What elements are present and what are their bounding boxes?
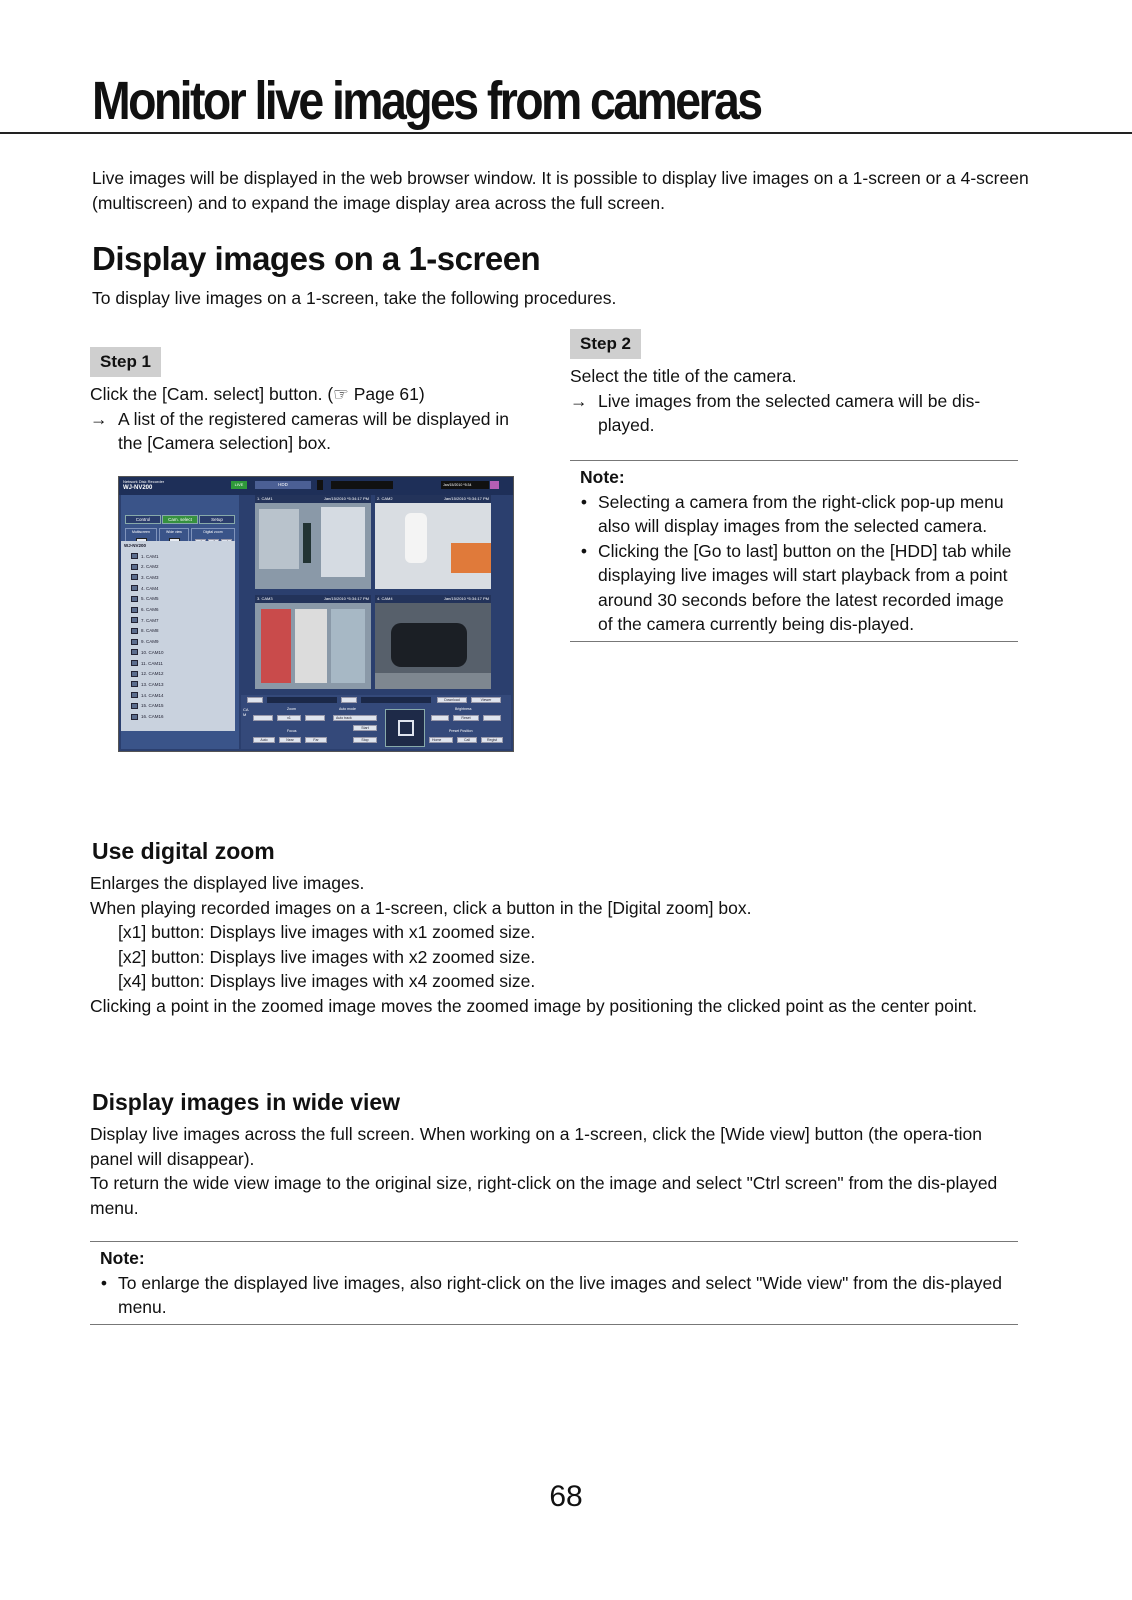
camera-list-item[interactable] — [131, 658, 163, 668]
arrow-icon: → — [90, 408, 108, 429]
preset-call-button[interactable]: Call — [457, 737, 477, 743]
camera-list-label: 6. CAM6 — [141, 607, 159, 612]
camera-list-item[interactable] — [131, 669, 164, 679]
focus-far-button[interactable]: Far — [305, 737, 327, 743]
section-heading-wide-view: Display images in wide view — [92, 1089, 401, 1115]
camera-cell-label: 4. CAM4 Jan/15/2010 *5:34:17 PM — [377, 596, 489, 601]
camera-cell-2[interactable] — [375, 495, 491, 589]
camera-list-label: 14. CAM14 — [141, 692, 164, 698]
camera-list-item[interactable] — [131, 551, 159, 561]
step-2-text: Select the title of the camera. — [570, 366, 797, 386]
zoom-x1-control[interactable]: x1 — [277, 715, 301, 721]
preset-regist-button[interactable]: Regist — [481, 737, 503, 743]
step-1-result — [90, 407, 530, 456]
zoom-x2-description: [x2] button: Displays live images with x2 zoomed size. — [118, 946, 536, 967]
monitor-icon — [131, 692, 138, 698]
camera-list-item[interactable] — [131, 615, 159, 625]
camera-list-item[interactable] — [131, 583, 159, 593]
monitor-icon — [131, 553, 138, 559]
note-box-2 — [90, 1241, 1018, 1325]
monitor-icon — [131, 607, 138, 613]
image-vending-machine — [261, 609, 291, 683]
camera-list-label: 10. CAM10 — [141, 649, 164, 655]
list-item — [90, 1271, 1018, 1320]
multiscreen-label: Multiscreen — [132, 530, 150, 534]
preset-position-label: Preset Position — [449, 729, 473, 733]
pm-badge — [490, 481, 499, 489]
wide-view-paragraph-1: Display live images across the full screen. When working on a 1-screen, click the [Wide view] button (the opera-tion panel will disappear). — [90, 1124, 982, 1169]
camera-list-label: 2. CAM2 — [141, 564, 159, 570]
zoom-label: Zoom — [287, 707, 296, 711]
start-button[interactable] — [247, 697, 263, 703]
brightness-reset-button[interactable]: Reset — [453, 715, 479, 721]
camera-cell-label: 3. CAM3 Jan/15/2010 *5:34:17 PM — [257, 596, 369, 601]
monitor-icon — [131, 714, 138, 720]
step-2-badge: Step 2 — [570, 329, 641, 359]
camera-list-item[interactable] — [131, 647, 164, 657]
auto-mode-select[interactable]: Auto track — [333, 715, 377, 721]
camera-list-label: 4. CAM4 — [141, 585, 159, 591]
auto-start-button[interactable]: Start — [353, 725, 377, 731]
note-label: Note: — [100, 1248, 145, 1268]
focus-label: Focus — [287, 729, 297, 733]
model-name: WJ-NV200 — [123, 485, 153, 491]
note-box-1 — [570, 460, 1018, 642]
tree-root: WJ-NV200 — [124, 543, 147, 548]
bullet-icon: • — [100, 1272, 108, 1293]
note-item-text: To enlarge the displayed live images, also right-click on the live images and select "Wide view" from the dis-played menu. — [118, 1272, 1002, 1317]
monitor-icon — [131, 660, 138, 666]
note-item-text: Clicking the [Go to last] button on the [HDD] tab while displaying live images will start playback from a point around 30 seconds before the latest recorded image of the camera currently being dis-played. — [598, 540, 1012, 634]
camera-list-label: 15. CAM15 — [141, 703, 164, 709]
image-person — [405, 513, 427, 563]
product-line: Network Disk Recorder — [123, 479, 165, 484]
camera-list-item[interactable] — [131, 637, 159, 647]
brightness-label: Brightness — [455, 707, 472, 711]
camera-list-label: 8. CAM8 — [141, 628, 159, 634]
camera-list-label: 9. CAM9 — [141, 639, 159, 645]
step-2-body — [570, 364, 1018, 438]
end-button[interactable] — [341, 697, 357, 703]
note-list — [570, 490, 1018, 637]
camera-list-item[interactable] — [131, 712, 164, 722]
brightness-minus-button[interactable] — [431, 715, 449, 721]
download-button[interactable]: Download — [437, 697, 467, 703]
digital-zoom-label: Digital zoom — [203, 530, 223, 534]
camera-cell-4[interactable] — [375, 595, 491, 689]
step-2-result-text: Live images from the selected camera will be dis-played. — [598, 390, 981, 435]
camera-selection-list — [121, 541, 235, 731]
page-number: 68 — [549, 1480, 583, 1513]
monitor-icon — [131, 574, 138, 580]
wide-view-body — [90, 1122, 1020, 1220]
note-item-text: Selecting a camera from the right-click pop-up menu also will display images from the selected camera. — [598, 491, 1004, 536]
multiscreen-grid — [255, 495, 495, 691]
camera-cell-1[interactable] — [255, 495, 371, 589]
camera-list-label: 1. CAM1 — [141, 553, 159, 559]
recorder-screenshot — [118, 476, 514, 752]
camera-list-item[interactable] — [131, 679, 164, 689]
image-cooler — [331, 609, 365, 683]
camera-list-item[interactable] — [131, 594, 159, 604]
image-person-2 — [451, 543, 491, 573]
pan-tilt-center — [398, 720, 414, 736]
image-backdrop — [321, 507, 365, 577]
digital-zoom-body — [90, 871, 1030, 1018]
camera-cell-label: 1. CAM1 Jan/15/2010 *5:34:17 PM — [257, 496, 369, 501]
screenshot-header — [119, 477, 513, 495]
monitor-icon — [131, 639, 138, 645]
camera-list-item[interactable] — [131, 562, 159, 572]
camera-list-label: 13. CAM13 — [141, 681, 164, 687]
step-2-result — [570, 389, 1018, 438]
wide-view-paragraph-2: To return the wide view image to the original size, right-click on the image and select "Ctrl screen" from the dis-played menu. — [90, 1173, 998, 1218]
digital-zoom-closing: Clicking a point in the zoomed image moves the zoomed image by positioning the clicked point as the center point. — [90, 995, 978, 1016]
pan-tilt-pad[interactable] — [385, 709, 425, 747]
bullet-icon: • — [580, 491, 588, 512]
step-1-badge: Step 1 — [90, 347, 161, 377]
note-label: Note: — [580, 467, 625, 487]
monitor-icon — [131, 617, 138, 623]
camera-list-label: 16. CAM16 — [141, 714, 164, 719]
section-heading-1-screen: Display images on a 1-screen — [92, 240, 541, 277]
zoom-x4-description: [x4] button: Displays live images with x4 zoomed size. — [118, 971, 536, 991]
wide-view-label: Wide view — [166, 530, 182, 534]
monitor-icon — [131, 703, 138, 709]
camera-list-label: 11. CAM11 — [141, 660, 163, 666]
monitor-icon — [131, 596, 138, 602]
camera-list-item[interactable] — [131, 572, 159, 582]
monitor-icon — [131, 628, 138, 634]
auto-stop-button[interactable]: Stop — [353, 737, 377, 743]
list-item — [570, 490, 1018, 539]
record-indicator-icon — [317, 480, 323, 490]
list-item — [570, 539, 1018, 637]
title-rule — [0, 132, 1132, 134]
monitor-icon — [131, 681, 138, 687]
intro-paragraph: Live images will be displayed in the web browser window. It is possible to display live images on a 1-screen or a 4-screen (multiscreen) and to expand the image display area across the full screen. — [92, 168, 1029, 213]
step-1-result-text: A list of the registered cameras will be displayed in the [Camera selection] box. — [118, 408, 510, 453]
time-field — [267, 697, 337, 703]
step-1-body — [90, 382, 530, 456]
camera-list-label: 7. CAM7 — [141, 617, 159, 623]
image-car — [391, 623, 467, 667]
tab-setup[interactable]: Setup — [199, 515, 235, 524]
zoom-in-button[interactable] — [305, 715, 325, 721]
section-heading-digital-zoom: Use digital zoom — [92, 838, 275, 864]
page-title: Monitor live images from cameras — [92, 71, 761, 131]
note-list — [90, 1271, 1018, 1320]
brightness-plus-button[interactable] — [483, 715, 501, 721]
camera-list-label: 12. CAM12 — [141, 671, 164, 677]
auto-mode-label: Auto mode — [339, 707, 356, 711]
camera-list-label: 3. CAM3 — [141, 574, 159, 580]
cam-vertical-label: CAM — [243, 707, 249, 717]
image-shelf — [295, 609, 327, 683]
camera-list-label: 5. CAM5 — [141, 596, 159, 602]
camera-list-item[interactable] — [131, 605, 159, 615]
datetime-display: Jan/15/2010 *5:34 — [441, 481, 489, 489]
monitor-icon — [131, 671, 138, 677]
zoom-x1-description: [x1] button: Displays live images with x1 zoomed size. — [118, 922, 536, 942]
camera-list-item[interactable] — [131, 690, 164, 700]
image-shelf — [259, 509, 299, 569]
tab-control[interactable]: Control — [125, 515, 161, 524]
camera-cell-label: 2. CAM2 Jan/15/2010 *5:34:17 PM — [377, 496, 489, 501]
camera-list-item[interactable] — [131, 701, 164, 711]
step-1-text: Click the [Cam. select] button. (☞ Page 61) — [90, 384, 425, 404]
preset-select[interactable]: Home — [429, 737, 453, 743]
status-bar — [331, 481, 393, 489]
section-lead: To display live images on a 1-screen, take the following procedures. — [92, 288, 617, 308]
bullet-icon: • — [580, 540, 588, 561]
live-tab[interactable]: LIVE — [231, 481, 247, 489]
arrow-icon: → — [570, 390, 588, 411]
monitor-icon — [131, 649, 138, 655]
image-person — [303, 523, 311, 563]
focus-auto-button[interactable]: Auto — [253, 737, 275, 743]
viewer-button[interactable]: Viewer — [471, 697, 501, 703]
digital-zoom-line: Enlarges the displayed live images. — [90, 873, 365, 893]
monitor-icon — [131, 585, 138, 591]
camera-control-panel — [241, 695, 511, 749]
camera-list-item[interactable] — [131, 626, 159, 636]
monitor-icon — [131, 564, 138, 570]
focus-near-button[interactable]: Near — [279, 737, 301, 743]
tab-cam-select[interactable]: Cam. select — [162, 515, 198, 524]
hdd-tab[interactable]: HDD — [255, 481, 311, 489]
camera-cell-3[interactable] — [255, 595, 371, 689]
image-ground — [375, 673, 491, 689]
time-field-2 — [361, 697, 431, 703]
digital-zoom-line: When playing recorded images on a 1-screen, click a button in the [Digital zoom] box. — [90, 897, 752, 918]
zoom-out-button[interactable] — [253, 715, 273, 721]
